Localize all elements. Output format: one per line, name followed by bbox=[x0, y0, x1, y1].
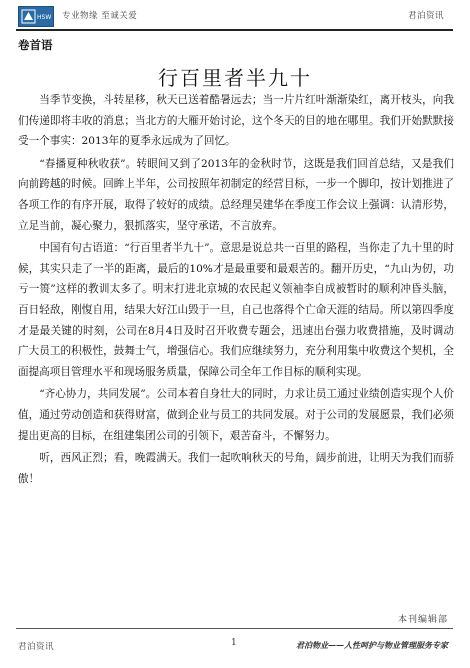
footer-publication-name: 君泊资讯 bbox=[18, 642, 55, 652]
footer-divider bbox=[16, 628, 453, 629]
editorial-signature: 本刊编辑部 bbox=[397, 615, 448, 625]
header-divider bbox=[16, 29, 453, 31]
page-number: 1 bbox=[231, 638, 237, 648]
paragraph: 听，西风正烈；看，晚霞满天。我们一起吹响秋天的号角，阔步前进，让明天为我们而骄傲！ bbox=[18, 452, 454, 485]
paragraph: “春播夏种秋收获”。转眼间又到了2013年的金秋时节，这既是我们回首总结，又是我们向前跨越的时候。回眸上半年，公司按照年初制定的经营目标，一步一个脚印，按计划推进了各项工作的有序开展，取得了较好的成绩。总经理吴建华在季度工作会议上强调：认清形势，立足当前，凝心聚力，狠抓落实，坚守承诺，不言放弃。 bbox=[18, 157, 454, 232]
logo-text: HSW bbox=[37, 14, 51, 21]
footer-slogan: 君泊物业——人性呵护与物业管理服务专家 bbox=[296, 640, 448, 650]
logo-emblem-icon bbox=[21, 9, 51, 24]
article-body bbox=[18, 90, 454, 491]
header-publication-name: 君泊资讯 bbox=[407, 11, 444, 21]
paragraph: 当季节变换，斗转星移，秋天已送着酷暑远去；当一片片红叶渐渐染红，离开枝头，向我们传递即将丰收的消息；当北方的大雁开始讨论，这个冬天的目的地在哪里。我们开始默默接受一个事实：2013年的夏季永远成为了回忆。 bbox=[18, 94, 454, 148]
section-label: 卷首语 bbox=[18, 38, 53, 52]
company-logo bbox=[18, 6, 54, 27]
paragraph: 中国有句古语道：“行百里者半九十”。意思是说总共一百里的路程，当你走了九十里的时候，其实只走了一半的距离，最后的10%才是最重要和最艰苦的。翻开历史，“九山为仞，功亏一篑”这样的教训太多了。明末打进北京城的农民起义领袖李自成被暂时的顺利冲昏头脑，百日轻敌，刚愎自用，结果大好江山毁于一旦，自己也落得个亡命天涯的结局。所以第四季度才是最关键的时刻，公司在8月4日及时召开收费专题会，迅速出台强力收费措施，及时调动广大员工的积极性，鼓舞士气，增强信心。我们应继续努力，充分利用集中收费这个契机，全面提高项目管理水平和现场服务质量，保障公司全年工作目标的顺利实现。 bbox=[18, 242, 454, 378]
header-slogan: 专业物缘 至诚关爱 bbox=[62, 11, 138, 21]
paragraph: “齐心协力，共同发展”。公司本着自身壮大的同时，力求让员工通过业绩创造实现个人价值，通过劳动创造和获得财富，做到企业与员工的共同发展。对于公司的发展愿景，我们必须提出更高的目标，在组建集团公司的引领下，艰苦奋斗，不懈努力。 bbox=[18, 388, 454, 442]
page-header bbox=[0, 0, 470, 30]
article-title: 行百里者半九十 bbox=[158, 66, 312, 90]
